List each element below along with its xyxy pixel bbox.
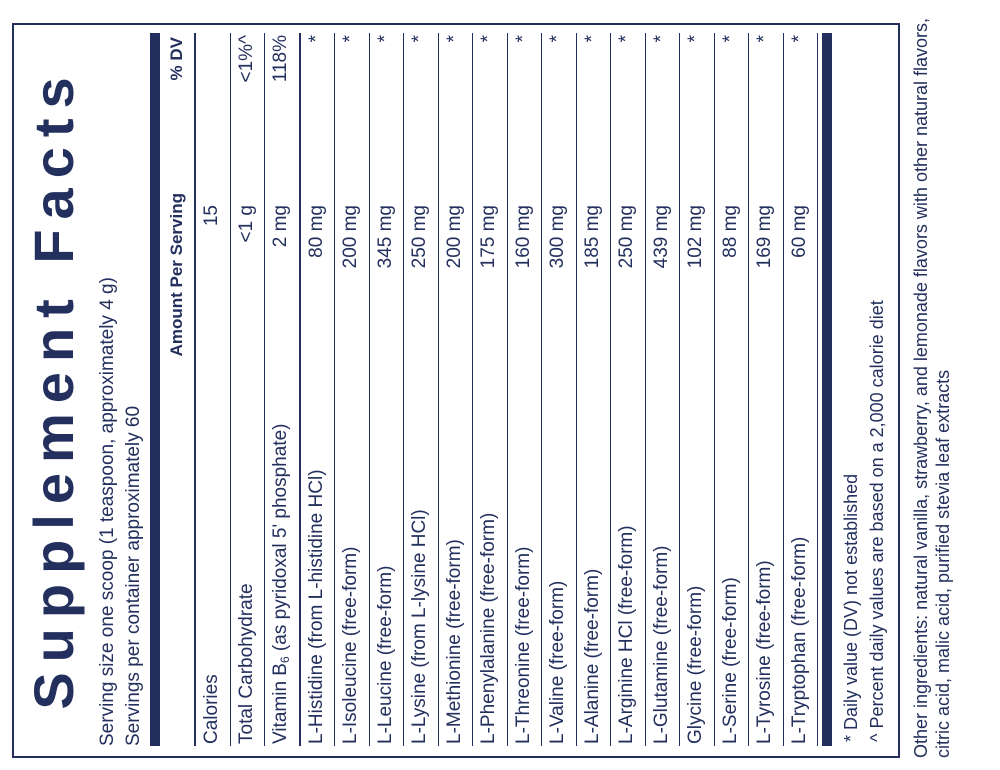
nutrient-dv: * bbox=[685, 35, 706, 43]
nutrient-dv: * bbox=[478, 35, 499, 43]
nutrient-row bbox=[646, 33, 681, 746]
footnote-percent-dv: ^ Percent daily values are based on a 2,000 calorie diet bbox=[867, 300, 887, 742]
nutrient-amount: 300 mg bbox=[547, 205, 568, 269]
nutrient-name: L-Phenylalanine (free-form) bbox=[478, 512, 499, 744]
daily-value-header: % DV bbox=[167, 37, 186, 81]
nutrient-dv: * bbox=[719, 35, 741, 43]
nutrient-row bbox=[749, 33, 784, 746]
panel-title: Supplement Facts bbox=[22, 67, 85, 710]
nutrient-amount: 80 mg bbox=[305, 205, 327, 258]
nutrient-name: L-Leucine (free-form) bbox=[374, 565, 396, 744]
nutrient-name: L-Lysine (from L-lysine HCl) bbox=[409, 509, 430, 744]
nutrient-row bbox=[231, 33, 266, 746]
nutrient-name: L-Tryptophan (free-form) bbox=[788, 536, 810, 744]
nutrient-amount: 175 mg bbox=[478, 205, 499, 269]
nutrient-amount: 250 mg bbox=[409, 205, 430, 269]
nutrient-row bbox=[542, 33, 577, 746]
nutrient-amount: 60 mg bbox=[788, 205, 810, 258]
nutrient-row bbox=[301, 33, 336, 746]
nutrient-row bbox=[784, 33, 819, 746]
nutrient-name: Vitamin $B_6$ (as pyridoxal 5' phosphate) bbox=[270, 423, 292, 744]
nutrient-dv: * bbox=[409, 35, 430, 43]
nutrient-amount: <1 g bbox=[235, 205, 257, 243]
nutrient-amount: 439 mg bbox=[650, 205, 672, 269]
amount-per-serving-header: Amount Per Serving bbox=[167, 193, 186, 357]
nutrient-name: L-Alanine (free-form) bbox=[581, 568, 603, 744]
nutrient-name: L-Threonine (free-form) bbox=[512, 546, 534, 744]
nutrient-dv: * bbox=[754, 35, 775, 43]
nutrient-row bbox=[473, 33, 508, 746]
nutrient-amount: 200 mg bbox=[443, 205, 465, 269]
nutrient-row bbox=[611, 33, 646, 746]
nutrient-name: L-Valine (free-form) bbox=[547, 580, 568, 744]
nutrient-amount: 88 mg bbox=[719, 205, 741, 258]
nutrient-name: L-Methionine (free-form) bbox=[443, 539, 465, 744]
supplement-facts-panel bbox=[12, 23, 900, 758]
nutrient-amount: 345 mg bbox=[374, 205, 396, 269]
other-ingredients: Other ingredients: natural vanilla, strawberry, and lemonade flavors with other natural flavors, citric acid, malic acid, purified stevia leaf extracts bbox=[911, 17, 953, 758]
nutrient-row bbox=[439, 33, 474, 746]
nutrient-name: Calories bbox=[201, 674, 222, 744]
nutrient-dv: * bbox=[512, 35, 534, 43]
nutrient-name: L-Tyrosine (free-form) bbox=[754, 560, 775, 744]
serving-size: Serving size one scoop (1 teaspoon, approximately 4 g) bbox=[97, 277, 118, 746]
nutrient-dv: <1%^ bbox=[235, 35, 257, 83]
nutrient-row bbox=[680, 33, 715, 746]
nutrient-name: L-Serine (free-form) bbox=[719, 577, 741, 744]
nutrient-row bbox=[577, 33, 612, 746]
thick-divider-bottom bbox=[822, 33, 832, 746]
nutrient-dv: 118% bbox=[270, 35, 291, 83]
nutrient-dv: * bbox=[616, 35, 637, 43]
thick-divider-top bbox=[150, 33, 160, 746]
nutrient-dv: * bbox=[305, 35, 327, 43]
nutrient-name: L-Glutamine (free-form) bbox=[650, 545, 672, 744]
nutrient-name: Total Carbohydrate bbox=[235, 583, 257, 744]
nutrient-amount: 2 mg bbox=[270, 205, 291, 248]
nutrient-dv: * bbox=[581, 35, 603, 43]
nutrient-row bbox=[370, 33, 405, 746]
nutrient-row bbox=[335, 33, 370, 746]
nutrient-amount: 102 mg bbox=[685, 205, 706, 269]
footnote-dv-not-established: * Daily value (DV) not established bbox=[841, 473, 861, 742]
nutrient-dv: * bbox=[547, 35, 568, 43]
nutrient-dv: * bbox=[374, 35, 396, 43]
nutrient-dv: * bbox=[788, 35, 810, 43]
nutrient-dv: * bbox=[340, 35, 361, 43]
nutrient-row bbox=[196, 33, 231, 746]
nutrient-name: L-Isoleucine (free-form) bbox=[340, 546, 361, 744]
nutrient-amount: 160 mg bbox=[512, 205, 534, 269]
nutrient-dv: * bbox=[650, 35, 672, 43]
nutrient-row bbox=[265, 33, 301, 746]
nutrient-amount: 250 mg bbox=[616, 205, 637, 269]
nutrient-name: Glycine (free-form) bbox=[685, 585, 706, 744]
nutrient-row bbox=[404, 33, 439, 746]
nutrient-amount: 169 mg bbox=[754, 205, 775, 269]
nutrient-name: L-Arginine HCl (free-form) bbox=[616, 525, 637, 744]
nutrient-dv: * bbox=[443, 35, 465, 43]
nutrient-amount: 200 mg bbox=[340, 205, 361, 269]
nutrient-row bbox=[715, 33, 750, 746]
nutrient-row bbox=[508, 33, 543, 746]
nutrient-amount: 185 mg bbox=[581, 205, 603, 269]
nutrient-name: L-Histidine (from L-histidine HCl) bbox=[305, 469, 327, 744]
servings-per-container: Servings per container approximately 60 bbox=[123, 405, 144, 746]
nutrient-amount: 15 bbox=[201, 205, 222, 227]
nutrient-table bbox=[196, 33, 818, 746]
